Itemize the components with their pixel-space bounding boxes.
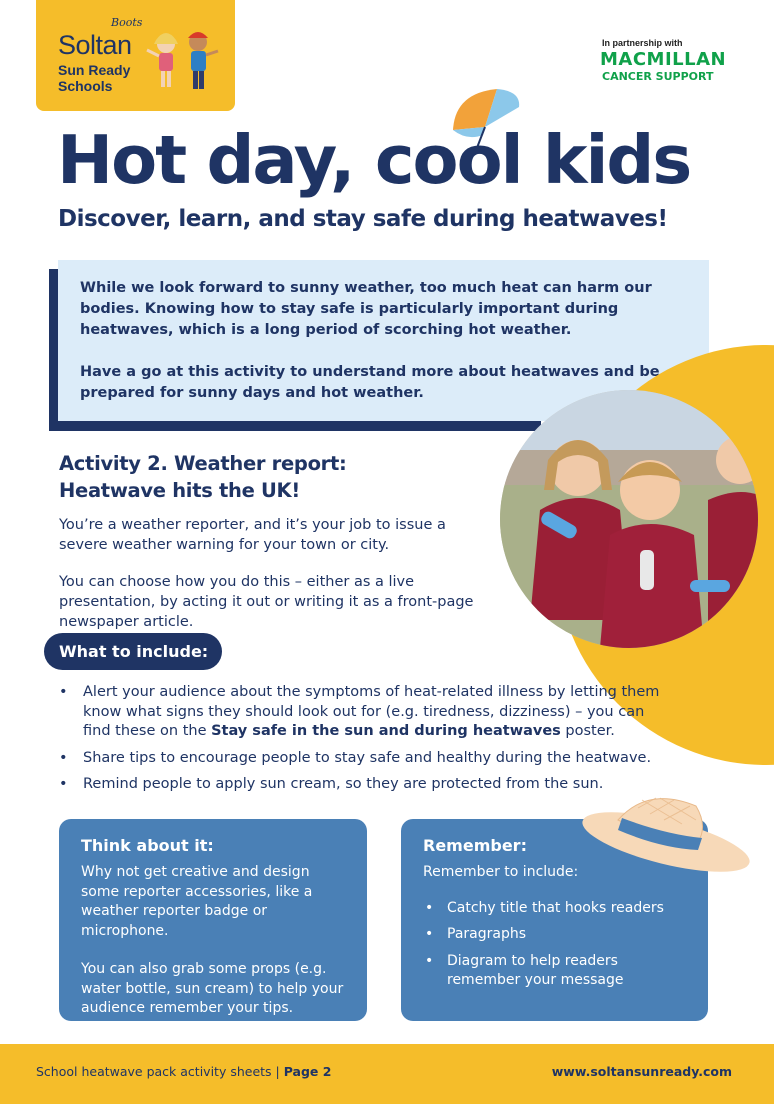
photo-illustration <box>500 390 758 648</box>
think-paragraph-2: You can also grab some props (e.g. water bottle, sun cream) to help your audience remember your tips. <box>81 961 344 1016</box>
page-footer <box>0 1044 774 1104</box>
logo-brand-script: Boots <box>111 16 143 29</box>
remember-item: • Diagram to help readers remember your message <box>423 952 690 991</box>
remember-card-title: Remember: <box>423 836 527 855</box>
footer-caption <box>36 1064 331 1079</box>
macmillan-logo: MACMILLAN <box>600 49 727 70</box>
page-number: Page 2 <box>283 1064 332 1079</box>
logo-programme: Sun Ready Schools <box>58 62 131 94</box>
activity-paragraph-2: You can choose how you do this – either as a live presentation, by acting it out or writing it as a front-page newspaper article. <box>59 574 474 630</box>
include-list <box>57 683 667 802</box>
partner-label: In partnership with <box>602 38 683 48</box>
page-title: Hot day, cool kids <box>57 121 691 199</box>
remember-intro: Remember to include: <box>423 864 579 880</box>
activity-title <box>59 450 347 504</box>
remember-item: • Catchy title that hooks readers <box>423 899 690 919</box>
poster-reference: Stay safe in the sun and during heatwaves <box>211 723 561 739</box>
activity-title-line-1: Activity 2. Weather report: <box>59 452 347 475</box>
children-sun-cream-photo <box>500 390 758 648</box>
include-item: • Share tips to encourage people to stay safe and healthy during the heatwave. <box>57 749 667 769</box>
soltan-logo <box>36 0 235 111</box>
what-to-include-label: What to include: <box>44 633 222 670</box>
activity-paragraph-1: You’re a weather reporter, and it’s your job to issue a severe weather warning for your town or city. <box>59 517 446 553</box>
macmillan-logo-sub: CANCER SUPPORT <box>602 70 714 83</box>
include-item-1-suffix: poster. <box>560 723 615 739</box>
sun-hat-icon <box>578 790 754 880</box>
footer-url[interactable]: www.soltansunready.com <box>551 1064 732 1079</box>
activity-title-line-2: Heatwave hits the UK! <box>59 479 300 502</box>
think-card-title: Think about it: <box>81 836 214 855</box>
think-paragraph-1: Why not get creative and design some reporter accessories, like a weather reporter badge or microphone. <box>81 864 313 939</box>
logo-brand: Soltan <box>58 30 132 60</box>
intro-paragraph-1: While we look forward to sunny weather, too much heat can harm our bodies. Knowing how to stay safe is particularly important during heatwaves, which is a long period of scorching hot weather. <box>80 280 652 338</box>
kids-mascot-icon <box>136 20 226 100</box>
think-about-it-card <box>59 819 367 1021</box>
include-item-1-text: Alert your audience about the symptoms of heat-related illness by letting them know what signs they should look out for (e.g. tiredness, dizziness) – you can find these on the <box>83 684 660 739</box>
remember-item: • Paragraphs <box>423 925 690 945</box>
include-item: • Remind people to apply sun cream, so they are protected from the sun. <box>57 775 667 795</box>
page-subtitle: Discover, learn, and stay safe during heatwaves! <box>58 206 668 232</box>
include-item <box>57 683 667 742</box>
intro-paragraph-2: Have a go at this activity to understand more about heatwaves and be prepared for sunny days and hot weather. <box>80 364 660 401</box>
remember-list <box>423 899 690 991</box>
footer-caption-text: School heatwave pack activity sheets | <box>36 1064 284 1079</box>
